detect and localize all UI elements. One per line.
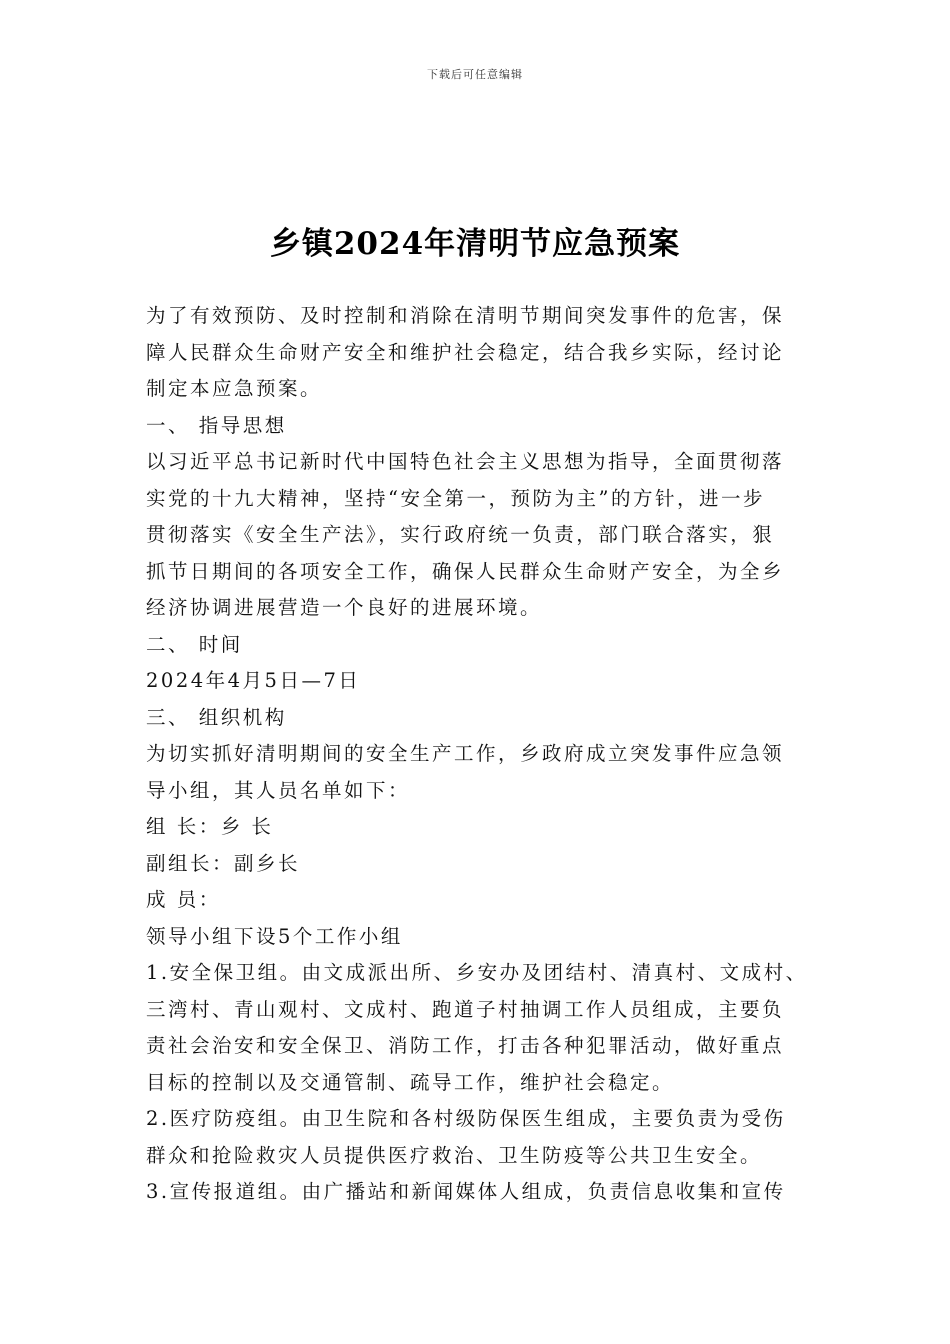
body-line: 三湾村、青山观村、文成村、跑道子村抽调工作人员组成，主要负 (146, 997, 785, 1021)
section-heading: 二、 时间 (146, 632, 243, 656)
document-body (146, 298, 846, 1211)
body-line: 贯彻落实《安全生产法》，实行政府统一负责，部门联合落实，狠 (146, 523, 775, 546)
body-line: 为切实抓好清明期间的安全生产工作，乡政府成立突发事件应急领 (146, 742, 785, 765)
body-line: 2024年4月5日—7日 (146, 669, 361, 692)
body-line: 组 长：乡 长 (146, 815, 274, 838)
body-line: 2.医疗防疫组。由卫生院和各村级防保医生组成，主要负责为受伤 (146, 1107, 786, 1130)
body-line: 目标的控制以及交通管制、疏导工作，维护社会稳定。 (146, 1070, 675, 1094)
body-line: 领导小组下设5个工作小组 (146, 924, 403, 948)
body-line: 成 员： (146, 888, 221, 911)
section-heading: 一、 指导思想 (146, 413, 287, 437)
body-line: 为了有效预防、及时控制和消除在清明节期间突发事件的危害，保 (146, 304, 785, 327)
body-line: 抓节日期间的各项安全工作，确保人民群众生命财产安全，为全乡 (146, 559, 785, 583)
page-header-note: 下载后可任意编辑 (427, 68, 523, 81)
body-line: 经济协调进展营造一个良好的进展环境。 (146, 596, 543, 619)
body-line: 以习近平总书记新时代中国特色社会主义思想为指导，全面贯彻落 (146, 450, 785, 473)
section-heading: 三、 组织机构 (146, 705, 287, 729)
body-line: 实党的十九大精神，坚持“安全第一，预防为主”的方针，进一步 (146, 486, 765, 510)
body-line: 障人民群众生命财产安全和维护社会稳定，结合我乡实际，经讨论 (146, 340, 785, 364)
body-line: 1.安全保卫组。由文成派出所、乡安办及团结村、清真村、文成村、 (146, 961, 808, 984)
body-line: 群众和抢险救灾人员提供医疗救治、卫生防疫等公共卫生安全。 (146, 1143, 763, 1167)
body-line: 副组长：副乡长 (146, 851, 301, 875)
body-line: 责社会治安和安全保卫、消防工作，打击各种犯罪活动，做好重点 (146, 1034, 785, 1057)
body-line: 3.宣传报道组。由广播站和新闻媒体人组成，负责信息收集和宣传 (146, 1180, 786, 1203)
body-line: 制定本应急预案。 (146, 377, 323, 400)
body-line: 导小组，其人员名单如下： (146, 778, 411, 802)
document-title: 乡镇2024年清明节应急预案 (269, 226, 681, 262)
